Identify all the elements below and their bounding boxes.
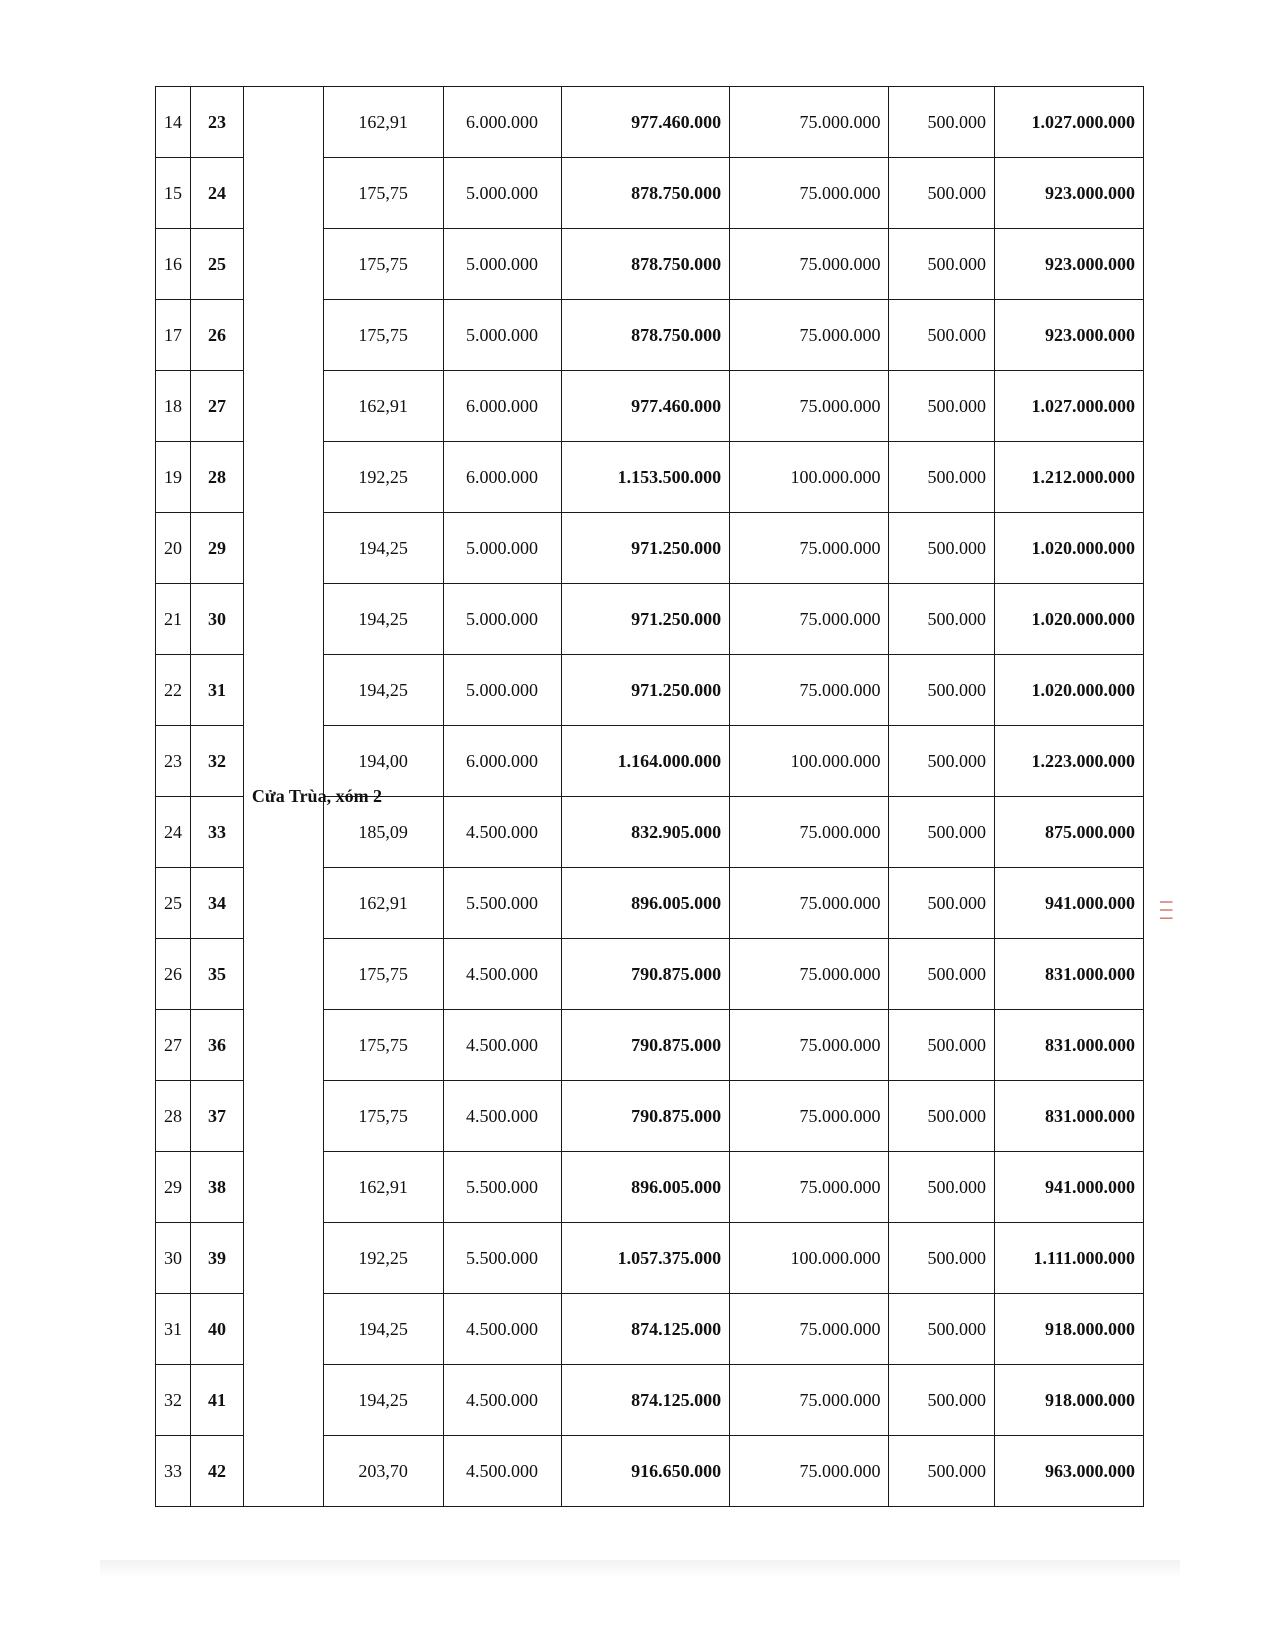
land-value-cell: 874.125.000 bbox=[561, 1294, 730, 1365]
lot-number-cell: 41 bbox=[191, 1365, 244, 1436]
row-number-cell: 30 bbox=[156, 1223, 191, 1294]
land-value-cell: 1.164.000.000 bbox=[561, 726, 730, 797]
lot-number-cell: 33 bbox=[191, 797, 244, 868]
lot-number-cell: 23 bbox=[191, 87, 244, 158]
deposit-cell: 500.000 bbox=[889, 1081, 995, 1152]
deposit-cell: 500.000 bbox=[889, 513, 995, 584]
unit-price-cell: 6.000.000 bbox=[443, 442, 561, 513]
lot-number-cell: 25 bbox=[191, 229, 244, 300]
total-cell: 1.020.000.000 bbox=[994, 655, 1143, 726]
total-cell: 1.212.000.000 bbox=[994, 442, 1143, 513]
area-cell: 194,25 bbox=[323, 655, 443, 726]
land-value-cell: 790.875.000 bbox=[561, 1081, 730, 1152]
unit-price-cell: 6.000.000 bbox=[443, 726, 561, 797]
total-cell: 875.000.000 bbox=[994, 797, 1143, 868]
land-value-cell: 878.750.000 bbox=[561, 158, 730, 229]
lot-number-cell: 36 bbox=[191, 1010, 244, 1081]
unit-price-cell: 5.000.000 bbox=[443, 158, 561, 229]
table-body bbox=[156, 87, 1144, 1507]
area-cell: 175,75 bbox=[323, 229, 443, 300]
lot-number-cell: 34 bbox=[191, 868, 244, 939]
lot-number-cell: 42 bbox=[191, 1436, 244, 1507]
deposit-cell: 500.000 bbox=[889, 371, 995, 442]
land-value-cell: 896.005.000 bbox=[561, 868, 730, 939]
land-value-cell: 832.905.000 bbox=[561, 797, 730, 868]
row-number-cell: 19 bbox=[156, 442, 191, 513]
deposit-cell: 500.000 bbox=[889, 726, 995, 797]
area-cell: 192,25 bbox=[323, 1223, 443, 1294]
lot-number-cell: 37 bbox=[191, 1081, 244, 1152]
unit-price-cell: 5.500.000 bbox=[443, 1152, 561, 1223]
total-cell: 1.223.000.000 bbox=[994, 726, 1143, 797]
row-number-cell: 28 bbox=[156, 1081, 191, 1152]
land-value-cell: 977.460.000 bbox=[561, 87, 730, 158]
lot-number-cell: 28 bbox=[191, 442, 244, 513]
total-cell: 918.000.000 bbox=[994, 1294, 1143, 1365]
area-cell: 162,91 bbox=[323, 1152, 443, 1223]
land-value-cell: 1.153.500.000 bbox=[561, 442, 730, 513]
location-cell: Cửa Trùa, xóm 2 bbox=[243, 87, 323, 1507]
deposit-cell: 500.000 bbox=[889, 1436, 995, 1507]
deposit-cell: 500.000 bbox=[889, 868, 995, 939]
row-number-cell: 29 bbox=[156, 1152, 191, 1223]
land-value-cell: 874.125.000 bbox=[561, 1365, 730, 1436]
area-cell: 185,09 bbox=[323, 797, 443, 868]
fee-cell: 75.000.000 bbox=[730, 300, 889, 371]
fee-cell: 100.000.000 bbox=[730, 1223, 889, 1294]
row-number-cell: 27 bbox=[156, 1010, 191, 1081]
table-row bbox=[156, 87, 1144, 158]
row-number-cell: 17 bbox=[156, 300, 191, 371]
deposit-cell: 500.000 bbox=[889, 1010, 995, 1081]
area-cell: 194,00 bbox=[323, 726, 443, 797]
fee-cell: 75.000.000 bbox=[730, 797, 889, 868]
lot-number-cell: 27 bbox=[191, 371, 244, 442]
fee-cell: 75.000.000 bbox=[730, 513, 889, 584]
land-value-cell: 977.460.000 bbox=[561, 371, 730, 442]
unit-price-cell: 4.500.000 bbox=[443, 1081, 561, 1152]
area-cell: 162,91 bbox=[323, 87, 443, 158]
area-cell: 175,75 bbox=[323, 158, 443, 229]
total-cell: 831.000.000 bbox=[994, 1010, 1143, 1081]
deposit-cell: 500.000 bbox=[889, 1223, 995, 1294]
area-cell: 162,91 bbox=[323, 371, 443, 442]
land-value-cell: 1.057.375.000 bbox=[561, 1223, 730, 1294]
land-value-cell: 790.875.000 bbox=[561, 1010, 730, 1081]
row-number-cell: 24 bbox=[156, 797, 191, 868]
land-value-cell: 878.750.000 bbox=[561, 300, 730, 371]
row-number-cell: 15 bbox=[156, 158, 191, 229]
total-cell: 918.000.000 bbox=[994, 1365, 1143, 1436]
fee-cell: 75.000.000 bbox=[730, 1365, 889, 1436]
row-number-cell: 25 bbox=[156, 868, 191, 939]
row-number-cell: 20 bbox=[156, 513, 191, 584]
area-cell: 175,75 bbox=[323, 1081, 443, 1152]
total-cell: 923.000.000 bbox=[994, 300, 1143, 371]
lot-number-cell: 40 bbox=[191, 1294, 244, 1365]
deposit-cell: 500.000 bbox=[889, 300, 995, 371]
fee-cell: 100.000.000 bbox=[730, 442, 889, 513]
land-value-cell: 971.250.000 bbox=[561, 513, 730, 584]
scan-edge-shadow bbox=[100, 1560, 1180, 1578]
deposit-cell: 500.000 bbox=[889, 939, 995, 1010]
area-cell: 175,75 bbox=[323, 939, 443, 1010]
deposit-cell: 500.000 bbox=[889, 1365, 995, 1436]
total-cell: 923.000.000 bbox=[994, 229, 1143, 300]
unit-price-cell: 5.500.000 bbox=[443, 868, 561, 939]
unit-price-cell: 5.000.000 bbox=[443, 513, 561, 584]
fee-cell: 75.000.000 bbox=[730, 371, 889, 442]
area-cell: 192,25 bbox=[323, 442, 443, 513]
row-number-cell: 26 bbox=[156, 939, 191, 1010]
total-cell: 1.111.000.000 bbox=[994, 1223, 1143, 1294]
total-cell: 1.020.000.000 bbox=[994, 584, 1143, 655]
row-number-cell: 21 bbox=[156, 584, 191, 655]
fee-cell: 75.000.000 bbox=[730, 87, 889, 158]
land-plot-table bbox=[155, 86, 1144, 1507]
deposit-cell: 500.000 bbox=[889, 442, 995, 513]
lot-number-cell: 38 bbox=[191, 1152, 244, 1223]
deposit-cell: 500.000 bbox=[889, 1152, 995, 1223]
fee-cell: 75.000.000 bbox=[730, 584, 889, 655]
margin-stamp-mark: ||| bbox=[1160, 900, 1174, 925]
fee-cell: 75.000.000 bbox=[730, 229, 889, 300]
total-cell: 1.027.000.000 bbox=[994, 87, 1143, 158]
deposit-cell: 500.000 bbox=[889, 1294, 995, 1365]
unit-price-cell: 4.500.000 bbox=[443, 939, 561, 1010]
lot-number-cell: 29 bbox=[191, 513, 244, 584]
total-cell: 963.000.000 bbox=[994, 1436, 1143, 1507]
total-cell: 941.000.000 bbox=[994, 868, 1143, 939]
area-cell: 194,25 bbox=[323, 584, 443, 655]
unit-price-cell: 5.000.000 bbox=[443, 655, 561, 726]
land-value-cell: 971.250.000 bbox=[561, 584, 730, 655]
fee-cell: 75.000.000 bbox=[730, 868, 889, 939]
fee-cell: 75.000.000 bbox=[730, 1010, 889, 1081]
area-cell: 203,70 bbox=[323, 1436, 443, 1507]
row-number-cell: 22 bbox=[156, 655, 191, 726]
deposit-cell: 500.000 bbox=[889, 229, 995, 300]
lot-number-cell: 30 bbox=[191, 584, 244, 655]
deposit-cell: 500.000 bbox=[889, 158, 995, 229]
area-cell: 175,75 bbox=[323, 1010, 443, 1081]
unit-price-cell: 5.000.000 bbox=[443, 229, 561, 300]
total-cell: 1.027.000.000 bbox=[994, 371, 1143, 442]
row-number-cell: 18 bbox=[156, 371, 191, 442]
land-value-cell: 896.005.000 bbox=[561, 1152, 730, 1223]
area-cell: 175,75 bbox=[323, 300, 443, 371]
unit-price-cell: 5.000.000 bbox=[443, 584, 561, 655]
area-cell: 194,25 bbox=[323, 513, 443, 584]
row-number-cell: 16 bbox=[156, 229, 191, 300]
unit-price-cell: 4.500.000 bbox=[443, 1365, 561, 1436]
total-cell: 831.000.000 bbox=[994, 939, 1143, 1010]
row-number-cell: 33 bbox=[156, 1436, 191, 1507]
area-cell: 162,91 bbox=[323, 868, 443, 939]
unit-price-cell: 4.500.000 bbox=[443, 1294, 561, 1365]
fee-cell: 75.000.000 bbox=[730, 939, 889, 1010]
lot-number-cell: 32 bbox=[191, 726, 244, 797]
unit-price-cell: 4.500.000 bbox=[443, 797, 561, 868]
fee-cell: 100.000.000 bbox=[730, 726, 889, 797]
fee-cell: 75.000.000 bbox=[730, 1081, 889, 1152]
row-number-cell: 31 bbox=[156, 1294, 191, 1365]
fee-cell: 75.000.000 bbox=[730, 1436, 889, 1507]
land-value-cell: 916.650.000 bbox=[561, 1436, 730, 1507]
row-number-cell: 32 bbox=[156, 1365, 191, 1436]
unit-price-cell: 6.000.000 bbox=[443, 87, 561, 158]
unit-price-cell: 5.000.000 bbox=[443, 300, 561, 371]
lot-number-cell: 39 bbox=[191, 1223, 244, 1294]
fee-cell: 75.000.000 bbox=[730, 1294, 889, 1365]
lot-number-cell: 31 bbox=[191, 655, 244, 726]
area-cell: 194,25 bbox=[323, 1365, 443, 1436]
fee-cell: 75.000.000 bbox=[730, 1152, 889, 1223]
lot-number-cell: 24 bbox=[191, 158, 244, 229]
total-cell: 831.000.000 bbox=[994, 1081, 1143, 1152]
deposit-cell: 500.000 bbox=[889, 87, 995, 158]
row-number-cell: 14 bbox=[156, 87, 191, 158]
lot-number-cell: 35 bbox=[191, 939, 244, 1010]
total-cell: 1.020.000.000 bbox=[994, 513, 1143, 584]
land-value-cell: 971.250.000 bbox=[561, 655, 730, 726]
fee-cell: 75.000.000 bbox=[730, 655, 889, 726]
fee-cell: 75.000.000 bbox=[730, 158, 889, 229]
deposit-cell: 500.000 bbox=[889, 584, 995, 655]
area-cell: 194,25 bbox=[323, 1294, 443, 1365]
total-cell: 923.000.000 bbox=[994, 158, 1143, 229]
land-value-cell: 790.875.000 bbox=[561, 939, 730, 1010]
lot-number-cell: 26 bbox=[191, 300, 244, 371]
unit-price-cell: 6.000.000 bbox=[443, 371, 561, 442]
deposit-cell: 500.000 bbox=[889, 797, 995, 868]
deposit-cell: 500.000 bbox=[889, 655, 995, 726]
land-value-cell: 878.750.000 bbox=[561, 229, 730, 300]
row-number-cell: 23 bbox=[156, 726, 191, 797]
unit-price-cell: 5.500.000 bbox=[443, 1223, 561, 1294]
total-cell: 941.000.000 bbox=[994, 1152, 1143, 1223]
unit-price-cell: 4.500.000 bbox=[443, 1010, 561, 1081]
unit-price-cell: 4.500.000 bbox=[443, 1436, 561, 1507]
